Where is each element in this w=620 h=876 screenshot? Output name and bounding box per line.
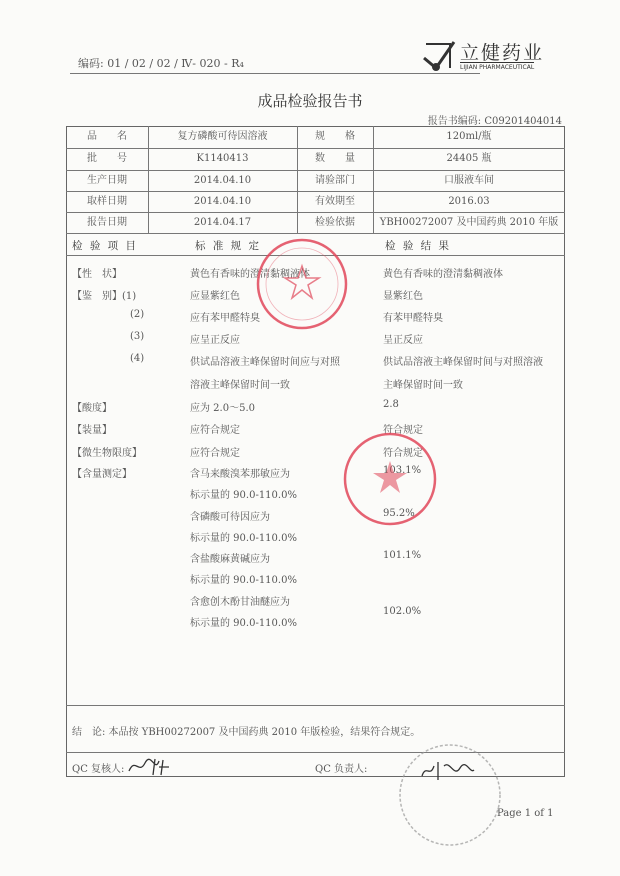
- test-standard: 标示量的 90.0-110.0%: [190, 533, 297, 544]
- test-standard: 含马来酸溴苯那敏应为: [190, 469, 290, 480]
- info-label-cell: 报告日期: [87, 217, 127, 228]
- info-value-cell: 24405 瓶: [446, 153, 492, 164]
- info-value-cell: 2014.04.17: [193, 217, 252, 228]
- report-number-label: 报告书编码:: [427, 116, 482, 127]
- test-standard: 应有苯甲醛特臭: [190, 313, 260, 324]
- test-result: 101.1%: [383, 550, 422, 561]
- page-title: 成品检验报告书: [257, 92, 363, 110]
- test-standard: 应符合规定: [190, 448, 240, 459]
- info-label-cell: 品 名: [87, 131, 127, 142]
- column-header-result: 检 验 结 果: [385, 240, 452, 252]
- conclusion-text: 结 论: 本品按 YBH00272007 及中国药典 2010 年版检验，结果符合规定。: [72, 727, 421, 738]
- test-result: 呈正反应: [383, 335, 423, 346]
- info-value-cell: 2016.03: [448, 196, 490, 207]
- info-value-cell: 2014.04.10: [193, 196, 252, 207]
- test-result: 95.2%: [383, 508, 415, 519]
- test-item: (3): [130, 331, 145, 342]
- grey-seal-stamp: [395, 740, 505, 850]
- info-label-cell: 有效期至: [315, 196, 355, 207]
- test-result: 黄色有香味的澄清黏稠液体: [383, 269, 503, 280]
- info-label-cell: 检验依据: [315, 217, 355, 228]
- report-number-value: C09201404014: [484, 116, 562, 127]
- test-result: 主峰保留时间一致: [383, 380, 463, 391]
- document-code: 编码: 01 / 02 / 02 / Ⅳ- 020 - R₄: [78, 57, 244, 70]
- test-item: 【酸度】: [72, 403, 112, 414]
- test-result: 102.0%: [383, 606, 422, 617]
- test-item: (2): [130, 309, 145, 320]
- logo-english: LIJIAN PHARMACEUTICAL: [460, 64, 535, 71]
- test-standard: 标示量的 90.0-110.0%: [190, 490, 297, 501]
- test-result: 符合规定: [383, 425, 423, 436]
- report-number: [428, 112, 562, 127]
- qc-reviewer-label: QC 复核人:: [72, 764, 125, 775]
- company-logo: [420, 38, 560, 74]
- page-number: Page 1 of 1: [497, 808, 554, 819]
- info-label-cell: 取样日期: [87, 196, 127, 207]
- test-standard: 应符合规定: [190, 425, 240, 436]
- info-label-cell: 数 量: [315, 153, 355, 164]
- info-value-cell: YBH00272007 及中国药典 2010 年版: [379, 217, 559, 228]
- test-result: 供试品溶液主峰保留时间与对照溶液: [383, 357, 543, 368]
- test-standard: 应呈正反应: [190, 335, 240, 346]
- quality-seal-stamp: [338, 425, 448, 535]
- column-header-item: 检 验 项 目: [72, 240, 139, 252]
- logo-mark-icon: [420, 38, 460, 74]
- info-label-cell: 批 号: [87, 153, 127, 164]
- test-standard: 黄色有香味的澄清黏稠液体: [190, 269, 310, 280]
- test-result: 符合规定: [383, 448, 423, 459]
- test-standard: 含磷酸可待因应为: [190, 512, 270, 523]
- test-standard: 应为 2.0～5.0: [190, 403, 255, 414]
- test-result: 2.8: [383, 399, 399, 410]
- test-result: 显紫红色: [383, 291, 423, 302]
- info-value-cell: 120ml/瓶: [446, 131, 492, 142]
- test-item: (4): [130, 353, 145, 364]
- test-standard: 溶液主峰保留时间一致: [190, 380, 290, 391]
- test-item: 【鉴 别】(1): [72, 291, 137, 302]
- test-standard: 供试品溶液主峰保留时间应与对照: [190, 357, 340, 368]
- test-item: 【装量】: [72, 425, 112, 436]
- info-label-cell: 生产日期: [87, 175, 127, 186]
- header-divider: [70, 73, 480, 74]
- test-item: 【含量测定】: [72, 469, 132, 480]
- test-standard: 标示量的 90.0-110.0%: [190, 618, 297, 629]
- info-label-cell: 规 格: [315, 131, 355, 142]
- reviewer-signature: [125, 755, 175, 777]
- info-value-cell: 复方磷酸可待因溶液: [177, 131, 268, 142]
- test-result: 103.1%: [383, 465, 422, 476]
- test-standard: 含愈创木酚甘油醚应为: [190, 597, 290, 608]
- column-header-standard: 标 准 规 定: [195, 240, 262, 252]
- test-item: 【微生物限度】: [72, 448, 142, 459]
- info-value-cell: 口服液车间: [444, 175, 494, 186]
- company-seal-stamp: [250, 232, 360, 342]
- info-value-cell: 2014.04.10: [193, 175, 252, 186]
- test-item: 【性 状】: [72, 269, 122, 280]
- test-result: 有苯甲醛特臭: [383, 313, 443, 324]
- manager-signature: [418, 758, 478, 784]
- info-label-cell: 请验部门: [315, 175, 355, 186]
- row-divider: [66, 705, 565, 706]
- logo-chinese: 立健药业: [460, 42, 545, 64]
- test-standard: 标示量的 90.0-110.0%: [190, 575, 297, 586]
- qc-manager-label: QC 负责人:: [315, 764, 368, 775]
- test-standard: 应显紫红色: [190, 291, 240, 302]
- test-standard: 含盐酸麻黄碱应为: [190, 554, 270, 565]
- info-value-cell: K1140413: [196, 153, 249, 164]
